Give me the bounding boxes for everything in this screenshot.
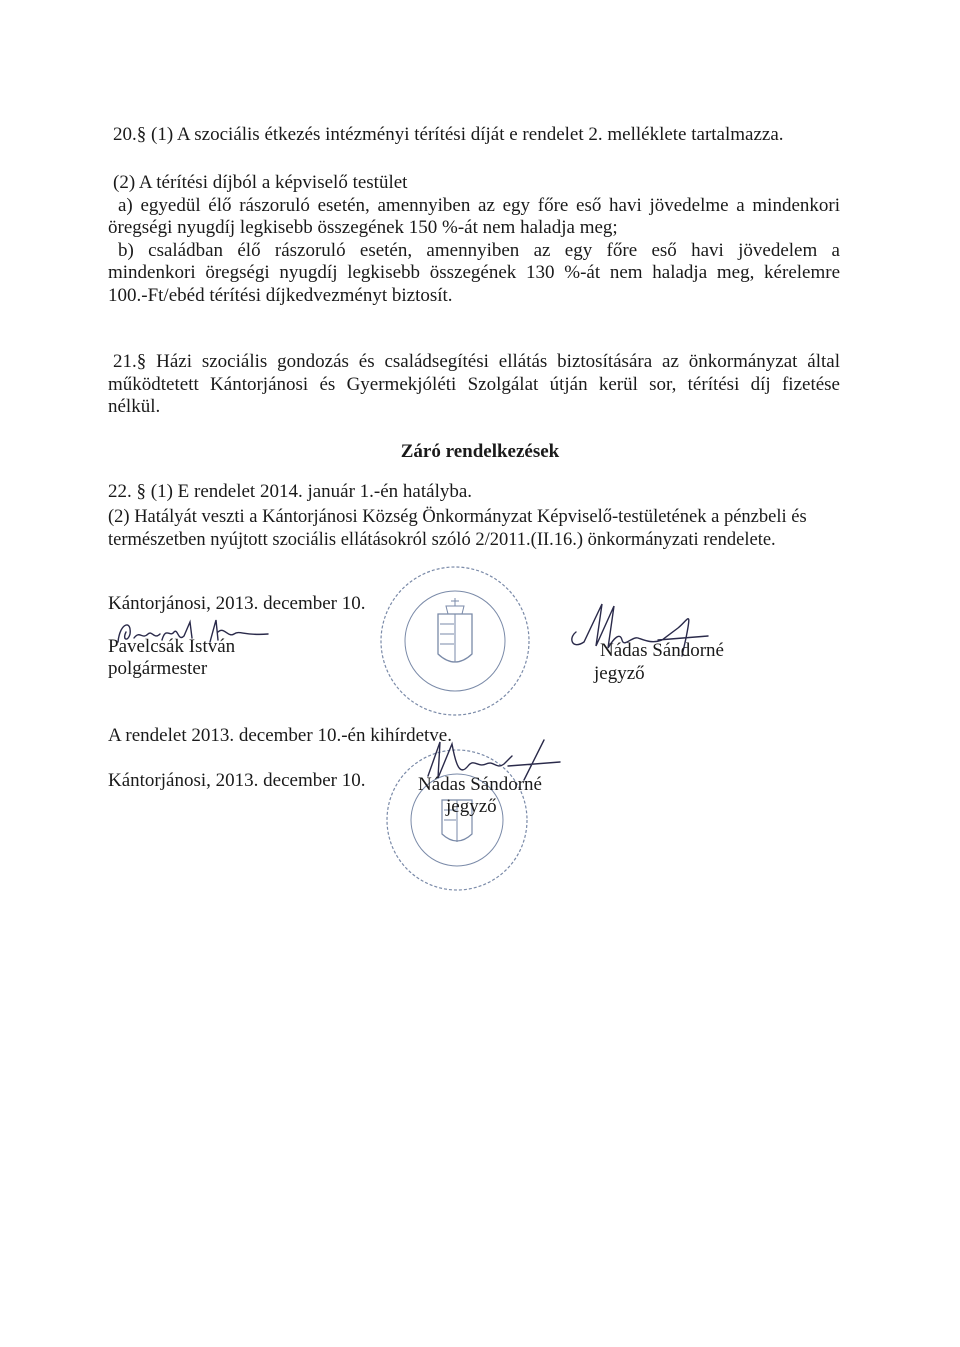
notary-name-2: Nádas Sándorné <box>418 774 542 795</box>
para20-line2: (2) A térítési díjból a képviselő testület <box>113 172 408 193</box>
para20-line3: a) egyedül élő rászoruló esetén, amennyiben az egy főre eső havi jövedelme a mindenkori <box>118 195 840 216</box>
para21-line1: 21.§ Házi szociális gondozás és családsegítési ellátás biztosítására az önkormányzat által <box>113 351 840 372</box>
para22-line2: (2) Hatályát veszti a Kántorjánosi Község Önkormányzat Képviselő-testületének a pénzbeli és <box>108 507 807 527</box>
para20-line5: b) családban élő rászoruló esetén, amennyiben az egy főre eső havi jövedelem a <box>118 240 840 261</box>
mayor-name: Pavelcsák István <box>108 636 236 657</box>
notary-name: Nádas Sándorné <box>600 640 724 661</box>
para20-line4: öregségi nyugdíj legkisebb összegének 150 %-át nem haladja meg; <box>108 217 618 238</box>
section-heading: Záró rendelkezések <box>400 441 560 462</box>
signing-place-date: Kántorjánosi, 2013. december 10. <box>108 593 366 614</box>
promulgation-text: A rendelet 2013. december 10.-én kihírdetve. <box>108 725 452 746</box>
notary-title: jegyző <box>594 663 645 684</box>
para22-line3: természetben nyújtott szociális ellátásokról szóló 2/2011.(II.16.) önkormányzati rendelete. <box>108 530 776 550</box>
mayor-title: polgármester <box>108 658 208 679</box>
para20-line7: 100.-Ft/ebéd térítési díjkedvezményt biztosít. <box>108 285 453 306</box>
municipality-seal <box>376 562 534 720</box>
notary-title-2: jegyző <box>446 796 497 817</box>
para22-line1: 22. § (1) E rendelet 2014. január 1.-én hatályba. <box>108 481 473 502</box>
para21-line3: nélkül. <box>108 396 161 417</box>
para21-line2: működtetett Kántorjánosi és Gyermekjóléti Szolgálat útján kerül sor, térítési díj fizetése <box>108 374 840 395</box>
para20-line1: 20.§ (1) A szociális étkezés intézményi térítési díját e rendelet 2. melléklete tartalmazza. <box>113 124 784 145</box>
para20-line6: mindenkori öregségi nyugdíj legkisebb összegének 130 %-át nem haladja meg, kérelemre <box>108 262 840 283</box>
promulgation-place-date: Kántorjánosi, 2013. december 10. <box>108 770 366 791</box>
